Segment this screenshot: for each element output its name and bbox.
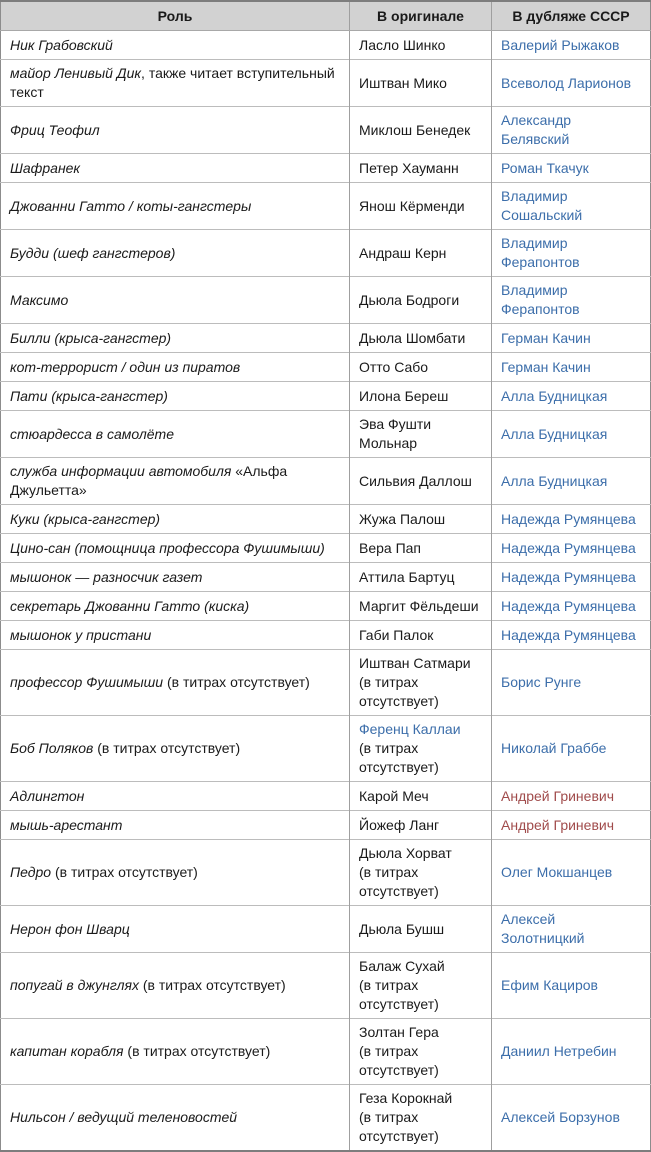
role-cell (1, 183, 350, 230)
role-name: профессор Фушимыши (10, 674, 164, 690)
role-name: Джованни Гатто / коты-гангстеры (10, 197, 252, 214)
role-name: кот-террорист / один из пиратов (10, 358, 241, 375)
role-cell (1, 60, 350, 107)
original-actor-note: (в титрах отсутствует) (359, 740, 439, 775)
dub-actor-cell (492, 60, 651, 107)
dub-actor-cell (492, 782, 651, 811)
role-name: Адлингтон (10, 787, 85, 804)
dub-actor-link[interactable]: Алла Будницкая (501, 387, 608, 404)
table-row (1, 906, 651, 953)
role-cell (1, 154, 350, 183)
original-actor-cell (350, 621, 492, 650)
role-name: Педро (10, 864, 52, 880)
role-name: мышонок — разносчик газет (10, 568, 203, 585)
original-actor-cell (350, 230, 492, 277)
original-actor-name: Маргит Фёльдеши (359, 597, 479, 614)
dub-actor-link[interactable]: Надежда Румянцева (501, 626, 636, 643)
table-row (1, 811, 651, 840)
dub-actor-cell (492, 563, 651, 592)
original-actor-cell (350, 592, 492, 621)
dub-actor-link[interactable]: Алла Будницкая (501, 472, 608, 489)
role-name: майор Ленивый Дик (10, 65, 142, 81)
dub-actor-cell (492, 505, 651, 534)
dub-actor-link[interactable]: Ефим Кациров (501, 977, 598, 993)
role-name: Фриц Теофил (10, 121, 100, 138)
dub-actor-cell (492, 534, 651, 563)
role-cell (1, 592, 350, 621)
original-actor-note: (в титрах отсутствует) (359, 977, 439, 1012)
role-name: Билли (крыса-гангстер) (10, 329, 172, 346)
table-row (1, 230, 651, 277)
table-row (1, 154, 651, 183)
table-row (1, 650, 651, 716)
original-actor-cell (350, 906, 492, 953)
role-name: секретарь Джованни Гатто (киска) (10, 597, 250, 614)
role-note: (в титрах отсутствует) (93, 740, 241, 756)
role-note: , также читает вступительный текст (10, 65, 335, 100)
dub-actor-cell (492, 840, 651, 906)
original-actor-name: Аттила Бартуц (359, 568, 455, 585)
role-cell (1, 840, 350, 906)
table-row (1, 534, 651, 563)
dub-actor-link[interactable]: Владимир Ферапонтов (501, 282, 580, 317)
role-cell (1, 953, 350, 1019)
original-actor-cell (350, 563, 492, 592)
dub-actor-link[interactable]: Надежда Румянцева (501, 539, 636, 556)
original-actor-name: Дьюла Хорват (359, 845, 452, 861)
original-actor-name: Илона Береш (359, 387, 449, 404)
dub-actor-link[interactable]: Роман Ткачук (501, 159, 589, 176)
role-note: (в титрах отсутствует) (138, 977, 286, 993)
table-row (1, 621, 651, 650)
dub-actor-link[interactable]: Надежда Румянцева (501, 597, 636, 614)
dub-actor-cell (492, 230, 651, 277)
dub-actor-link[interactable]: Николай Граббе (501, 740, 607, 756)
original-actor-cell (350, 411, 492, 458)
dub-actor-link[interactable]: Владимир Ферапонтов (501, 235, 580, 270)
role-cell (1, 382, 350, 411)
original-actor-cell (350, 811, 492, 840)
role-note: «Альфа Джульетта» (10, 463, 288, 498)
column-header-dub: В дубляже СССР (492, 1, 651, 31)
role-name: Нерон фон Шварц (10, 920, 130, 937)
dub-actor-link[interactable]: Андрей Гриневич (501, 787, 614, 804)
original-actor-cell (350, 154, 492, 183)
dub-actor-cell (492, 621, 651, 650)
table-row (1, 31, 651, 60)
original-actor-name: Йожеф Ланг (359, 816, 440, 833)
original-actor-note: (в титрах отсутствует) (359, 864, 439, 899)
dub-actor-link[interactable]: Алексей Борзунов (501, 1109, 620, 1125)
role-name: Будди (шеф гангстеров) (10, 244, 176, 261)
original-actor-cell (350, 1085, 492, 1152)
role-cell (1, 1019, 350, 1085)
dub-actor-link[interactable]: Всеволод Ларионов (501, 74, 632, 91)
original-actor-cell (350, 650, 492, 716)
dub-actor-cell (492, 650, 651, 716)
table-row (1, 505, 651, 534)
original-actor-cell (350, 458, 492, 505)
dub-actor-cell (492, 906, 651, 953)
role-name: попугай в джунглях (10, 977, 139, 993)
column-header-original: В оригинале (350, 1, 492, 31)
dub-actor-link[interactable]: Олег Мокшанцев (501, 864, 613, 880)
dub-actor-link[interactable]: Надежда Румянцева (501, 568, 636, 585)
role-cell (1, 811, 350, 840)
original-actor-name: Жужа Палош (359, 510, 446, 527)
original-actor-name: Ласло Шинко (359, 36, 446, 53)
dub-actor-link[interactable]: Герман Качин (501, 358, 591, 375)
role-note: (в титрах отсутствует) (163, 674, 310, 690)
original-actor-cell (350, 953, 492, 1019)
role-cell (1, 31, 350, 60)
original-actor-cell (350, 505, 492, 534)
dub-actor-link[interactable]: Надежда Румянцева (501, 510, 636, 527)
role-cell (1, 906, 350, 953)
table-row (1, 382, 651, 411)
table-row (1, 592, 651, 621)
dub-actor-link[interactable]: Алексей Золотницкий (501, 911, 585, 946)
original-actor-note: (в титрах отсутствует) (359, 1043, 439, 1078)
original-actor-note: (в титрах отсутствует) (359, 674, 439, 709)
table-row (1, 277, 651, 324)
table-row (1, 60, 651, 107)
original-actor-cell (350, 60, 492, 107)
original-actor-cell (350, 353, 492, 382)
role-name: Нильсон / ведущий теленовостей (10, 1109, 238, 1125)
table-row (1, 716, 651, 782)
original-actor-cell (350, 324, 492, 353)
original-actor-cell (350, 716, 492, 782)
table-row (1, 840, 651, 906)
dub-actor-cell (492, 31, 651, 60)
dub-actor-cell (492, 353, 651, 382)
original-actor-name: Отто Сабо (359, 358, 429, 375)
original-actor-cell (350, 1019, 492, 1085)
original-actor-name: Дьюла Бушш (359, 920, 445, 937)
table-row (1, 324, 651, 353)
dub-actor-cell (492, 1085, 651, 1152)
table-row (1, 183, 651, 230)
role-name: Цино-сан (помощница профессора Фушимыши) (10, 539, 325, 556)
original-actor-name: Иштван Сатмари (359, 655, 471, 671)
original-actor-name: Золтан Гера (359, 1024, 439, 1040)
role-cell (1, 324, 350, 353)
role-cell (1, 230, 350, 277)
role-cell (1, 621, 350, 650)
role-cell (1, 277, 350, 324)
role-note: (в титрах отсутствует) (123, 1043, 271, 1059)
table-row (1, 107, 651, 154)
original-actor-name: Петер Хауманн (359, 159, 459, 176)
role-cell (1, 353, 350, 382)
dub-actor-cell (492, 1019, 651, 1085)
role-cell (1, 1085, 350, 1152)
role-cell (1, 716, 350, 782)
role-cell (1, 411, 350, 458)
role-note: (в титрах отсутствует) (51, 864, 198, 880)
dub-actor-cell (492, 458, 651, 505)
table-row (1, 782, 651, 811)
table-row (1, 953, 651, 1019)
dub-actor-cell (492, 277, 651, 324)
original-actor-name: Карой Меч (359, 787, 429, 804)
dub-actor-link[interactable]: Даниил Нетребин (501, 1043, 617, 1059)
table-row (1, 563, 651, 592)
role-cell (1, 563, 350, 592)
dub-actor-link[interactable]: Герман Качин (501, 329, 591, 346)
role-name: Максимо (10, 291, 69, 308)
original-actor-cell (350, 31, 492, 60)
dub-actor-cell (492, 183, 651, 230)
original-actor-name: Вера Пап (359, 539, 422, 556)
dub-actor-link[interactable]: Борис Рунге (501, 674, 582, 690)
original-actor-name: Иштван Мико (359, 74, 447, 91)
dub-actor-cell (492, 382, 651, 411)
original-actor-cell (350, 107, 492, 154)
dub-actor-link[interactable]: Андрей Гриневич (501, 816, 614, 833)
original-actor-cell (350, 782, 492, 811)
role-name: Ник Грабовский (10, 36, 113, 53)
table-row (1, 1019, 651, 1085)
dub-actor-cell (492, 324, 651, 353)
original-actor-name: Миклош Бенедек (359, 121, 471, 138)
original-actor-name: Дьюла Шомбати (359, 329, 466, 346)
column-header-role: Роль (1, 1, 350, 31)
table-header-row (1, 1, 651, 31)
original-actor-cell (350, 382, 492, 411)
original-actor-cell (350, 534, 492, 563)
original-actor-note: (в титрах отсутствует) (359, 1109, 439, 1144)
original-actor-name[interactable]: Ференц Каллаи (359, 721, 461, 737)
dub-actor-link[interactable]: Валерий Рыжаков (501, 36, 620, 53)
dub-actor-cell (492, 154, 651, 183)
dub-actor-cell (492, 953, 651, 1019)
original-actor-cell (350, 840, 492, 906)
original-actor-cell (350, 183, 492, 230)
original-actor-name: Андраш Керн (359, 244, 447, 261)
original-actor-name: Эва Фушти Мольнар (359, 416, 432, 451)
role-cell (1, 505, 350, 534)
dub-actor-link[interactable]: Алла Будницкая (501, 425, 608, 442)
dub-actor-cell (492, 107, 651, 154)
role-name: служба информации автомобиля (10, 463, 232, 479)
role-name: Пати (крыса-гангстер) (10, 387, 168, 404)
original-actor-cell (350, 277, 492, 324)
role-name: мышь-арестант (10, 816, 123, 833)
role-cell (1, 650, 350, 716)
role-name: Куки (крыса-гангстер) (10, 510, 161, 527)
table-row (1, 411, 651, 458)
dub-actor-cell (492, 811, 651, 840)
table-row (1, 1085, 651, 1152)
role-cell (1, 782, 350, 811)
role-cell (1, 107, 350, 154)
dub-actor-link[interactable]: Владимир Сошальский (501, 188, 583, 223)
role-name: Шафранек (10, 159, 81, 176)
original-actor-name: Дьюла Бодроги (359, 291, 460, 308)
dub-actor-link[interactable]: Александр Белявский (501, 112, 572, 147)
original-actor-name: Балаж Сухай (359, 958, 445, 974)
table-row (1, 353, 651, 382)
role-name: стюардесса в самолёте (10, 425, 174, 442)
original-actor-name: Геза Корокнай (359, 1090, 453, 1106)
role-name: мышонок у пристани (10, 626, 152, 643)
dub-actor-cell (492, 592, 651, 621)
table-row (1, 458, 651, 505)
original-actor-name: Габи Палок (359, 626, 434, 643)
original-actor-name: Сильвия Даллош (359, 472, 472, 489)
original-actor-name: Янош Кёрменди (359, 197, 465, 214)
role-cell (1, 458, 350, 505)
role-name: Боб Поляков (10, 740, 94, 756)
dub-actor-cell (492, 716, 651, 782)
role-name: капитан корабля (10, 1043, 124, 1059)
role-cell (1, 534, 350, 563)
dub-actor-cell (492, 411, 651, 458)
